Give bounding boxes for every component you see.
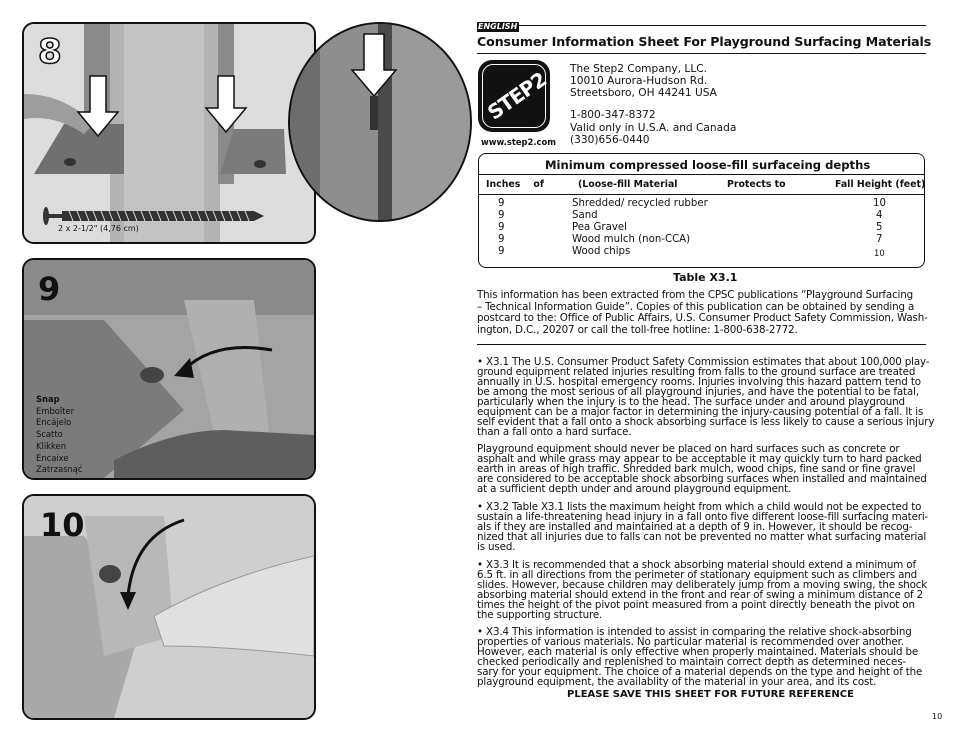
paragraph-surfaces	[477, 444, 927, 494]
text-line: annually in U.S. hospital emergency rooms. Injuries involving this hazard pattern tend to	[477, 376, 921, 388]
step-10-number: 10	[40, 506, 85, 544]
text-line: – Technical Information Guide”. Copies of this publication can be obtained by sending a	[477, 300, 915, 313]
text-line: • X3.2 Table X3.1 lists the maximum height from which a child would not be expected to	[477, 501, 922, 513]
cell-height: 10	[874, 248, 885, 258]
snap-word: Emboîter	[36, 405, 75, 416]
text-line: the supporting structure.	[477, 609, 603, 621]
cell-height: 7	[876, 234, 883, 245]
text-line: equipment can be a major factor in determining the injury-causing potential of a fall. It is	[477, 406, 924, 418]
save-sheet-note: PLEASE SAVE THIS SHEET FOR FUTURE REFERENCE	[567, 689, 854, 700]
text-line: Playground equipment should never be placed on hard surfaces such as concrete or	[477, 443, 900, 455]
top-rule	[519, 25, 926, 26]
document-title: Consumer Information Sheet For Playground Surfacing Materials	[477, 34, 932, 49]
website[interactable]: www.step2.com	[481, 137, 556, 147]
text-line: ground equipment related injuries resulting from falls to the ground surface are treated	[477, 366, 916, 378]
text-line: particularly when the injury is to the head. The surface under and around playground	[477, 396, 905, 408]
step2-logo	[478, 60, 550, 132]
text-line: self evident that a fall onto a shock absorbing surface is less likely to cause a serious injury	[477, 416, 935, 428]
cell-material: Wood chips	[572, 246, 631, 257]
col-header-material: (Loose-fill Material	[578, 179, 678, 190]
text-line: asphalt and while grass may appear to be acceptable it may quickly turn to hard packed	[477, 453, 922, 465]
screw-size-label: 2 x 2-1/2" (4,76 cm)	[58, 224, 139, 233]
section-rule	[477, 344, 926, 345]
snap-word: Scatto	[36, 429, 63, 440]
step-9-panel	[22, 258, 316, 480]
table-caption: Table X3.1	[673, 271, 738, 284]
address-line: 10010 Aurora-Hudson Rd.	[570, 75, 708, 87]
paragraph-x31	[477, 357, 934, 437]
snap-label-list	[36, 394, 83, 476]
table-title-rule	[478, 174, 925, 175]
text-line: earth in areas of high traffic. Shredded bark mulch, wood chips, fine sand or fine gravel	[477, 463, 916, 475]
logo-text: STEP2	[483, 67, 551, 125]
table-row	[0, 246, 954, 258]
text-line: at a sufficient depth under and around playground equipment.	[477, 483, 792, 495]
step-9-number: 9	[38, 270, 61, 308]
phone-line: 1-800-347-8372	[570, 109, 656, 121]
table-header-rule	[478, 194, 925, 195]
text-line: This information has been extracted from the CPSC publications “Playground Surfacing	[477, 289, 914, 301]
cell-inches: 9	[498, 246, 505, 257]
col-header-height: Fall Height (feet)	[835, 179, 926, 190]
cell-material: Pea Gravel	[572, 222, 627, 233]
company-phones	[570, 109, 736, 147]
cell-inches: 9	[498, 198, 505, 209]
text-line: nized that all injuries due to falls can not be prevented no matter what surfacing material	[477, 531, 927, 543]
page-number: 10	[932, 712, 943, 721]
col-header-protects: Protects to	[727, 179, 786, 190]
text-line: is used.	[477, 541, 516, 553]
cell-material: Shredded/ recycled rubber	[572, 198, 708, 209]
language-tag-text: ENGLISH	[478, 22, 518, 31]
title-rule	[477, 53, 926, 54]
snap-word: Encaixe	[36, 452, 69, 463]
cell-material: Sand	[572, 210, 598, 221]
intro-paragraph	[477, 290, 928, 336]
snap-word: Encájelo	[36, 417, 72, 428]
paragraph-x33	[477, 560, 927, 620]
text-line: properties of various materials. No particular material is recommended over another.	[477, 636, 904, 648]
snap-word: Snap	[36, 394, 60, 404]
step-8-number: 8	[38, 32, 62, 72]
text-line: are considered to be acceptable shock absorbing surfaces when installed and maintained	[477, 473, 927, 485]
text-line: • X3.3 It is recommended that a shock absorbing material should extend a minimum of	[477, 559, 916, 571]
zoom-illustration	[290, 24, 470, 220]
text-line: checked periodically and replenished to maintain correct depth as determined neces-	[477, 656, 906, 668]
table-title: Minimum compressed loose-fill surfaceing depths	[545, 158, 871, 172]
text-line: absorbing material should extend in the front and rear of swing a minimum distance of 2	[477, 589, 923, 601]
text-line: slides. However, because children may deliberately jump from a moving swing, the shock	[477, 579, 928, 591]
text-line: • X3.1 The U.S. Consumer Product Safety Commission estimates that about 100,000 play-	[477, 356, 930, 368]
text-line: However, each material is only effective when properly maintained. Materials should be	[477, 646, 919, 658]
cell-height: 5	[876, 222, 883, 233]
address-line: Streetsboro, OH 44241 USA	[570, 87, 717, 99]
cell-height: 4	[876, 210, 883, 221]
table-row	[0, 234, 954, 246]
col-header-inches: Inches of	[486, 179, 544, 190]
table-row	[0, 198, 954, 210]
text-line: sustain a life-threatening head injury in a fall onto five different loose-fill surfacing materi-	[477, 511, 929, 523]
cell-material: Wood mulch (non-CCA)	[572, 234, 691, 245]
text-line: • X3.4 This information is intended to assist in comparing the relative shock-absorbing	[477, 626, 912, 638]
text-line: be among the most serious of all playground injuries, and have the potential to be fatal,	[477, 386, 919, 398]
text-line: ington, D.C., 20207 or call the toll-free hotline: 1-800-638-2772.	[477, 323, 798, 336]
snap-word: Zatrzasnąć	[36, 464, 83, 475]
cell-inches: 9	[498, 222, 505, 233]
text-line: als if they are installed and maintained at a depth of 9 in. However, it should be recog-	[477, 521, 913, 533]
text-line: sary for your equipment. The choice of a material depends on the type and height of the	[477, 666, 923, 678]
text-line: 6.5 ft. in all directions from the perimeter of stationary equipment such as climbers and	[477, 569, 918, 581]
paragraph-x34	[477, 627, 922, 687]
text-line: times the height of the pivot point measured from a point directly beneath the pivot on	[477, 599, 915, 611]
cell-height: 10	[873, 198, 886, 209]
cell-inches: 9	[498, 234, 505, 245]
text-line: than a fall onto a hard surface.	[477, 426, 632, 438]
snap-word: Klikken	[36, 440, 67, 451]
table-row	[0, 210, 954, 222]
company-address	[570, 63, 717, 99]
address-line: The Step2 Company, LLC.	[570, 63, 707, 75]
cell-inches: 9	[498, 210, 505, 221]
zoom-detail-circle	[288, 22, 472, 222]
text-line: postcard to the: Office of Public Affairs, U.S. Consumer Product Safety Commission, Wash-	[477, 312, 928, 325]
text-line: playground equipment, the availablity of the material in your area, and its cost.	[477, 676, 877, 688]
phone-line: Valid only in U.S.A. and Canada	[570, 121, 737, 134]
step-10-panel	[22, 494, 316, 720]
paragraph-x32	[477, 502, 928, 552]
phone-line: (330)656-0440	[570, 134, 650, 147]
table-row	[0, 222, 954, 234]
